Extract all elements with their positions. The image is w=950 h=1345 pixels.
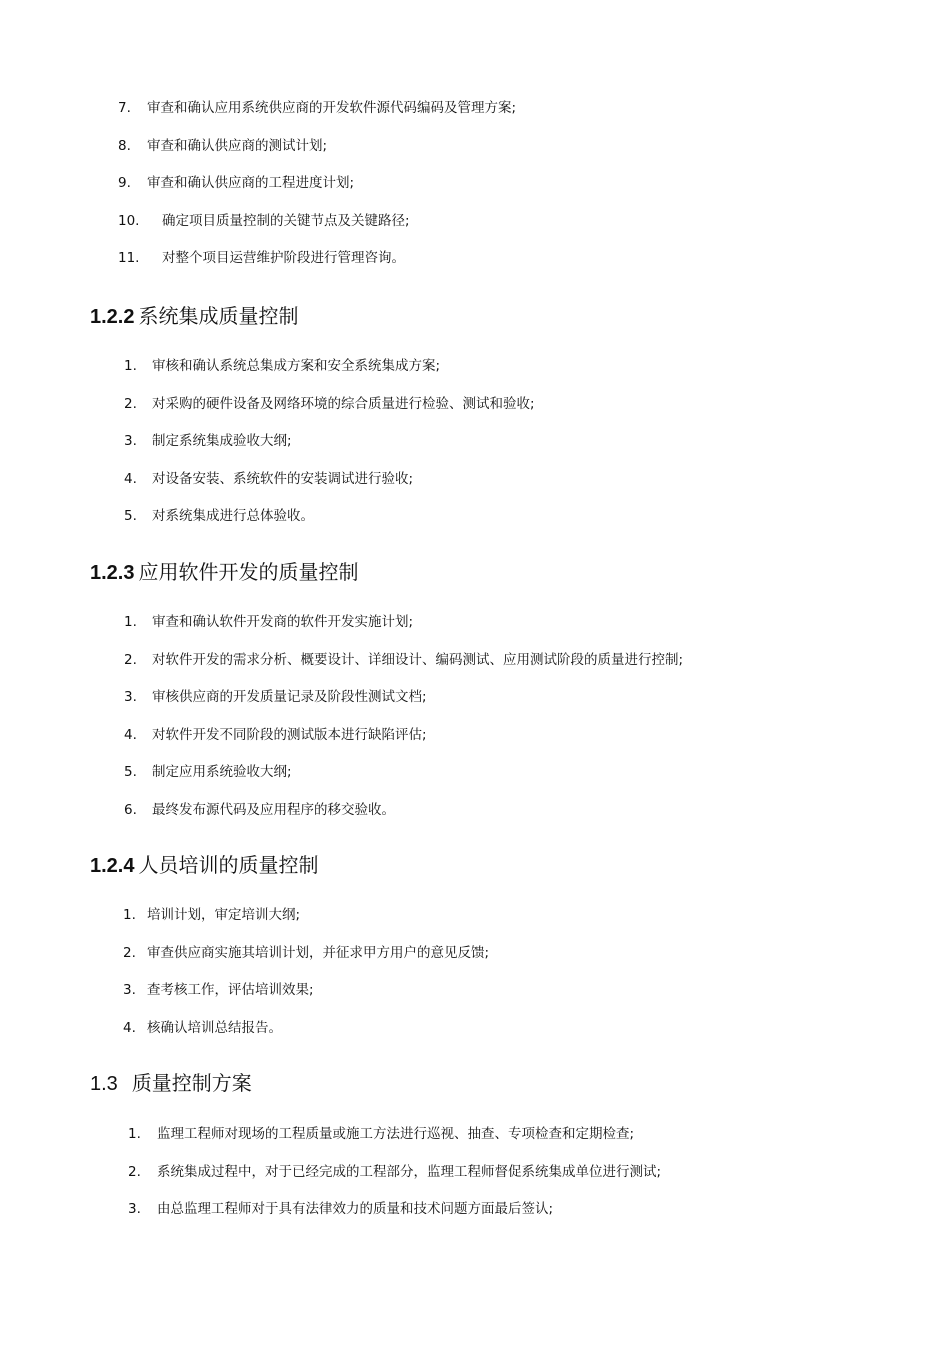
item-number: 2.	[128, 1163, 141, 1180]
item-number: 2.	[124, 651, 137, 668]
item-number: 11.	[118, 250, 140, 266]
item-text: 系统集成过程中，对于已经完成的工程部分，监理工程师督促系统集成单位进行测试;	[157, 1163, 662, 1180]
item-text: 查考核工作，评估培训效果;	[147, 982, 314, 999]
section-title: 系统集成质量控制	[138, 304, 299, 328]
item-text: 审查和确认供应商的工程进度计划;	[147, 175, 355, 191]
list-item	[118, 134, 516, 172]
list-item	[124, 798, 683, 836]
list-item	[118, 96, 516, 134]
item-number: 4.	[124, 470, 137, 487]
list-item	[118, 209, 516, 247]
item-number: 2.	[123, 944, 136, 961]
item-text: 核确认培训总结报告。	[147, 1019, 282, 1036]
item-text: 审查和确认应用系统供应商的开发软件源代码编码及管理方案;	[147, 100, 517, 116]
item-text: 对采购的硬件设备及网络环境的综合质量进行检验、测试和验收;	[152, 395, 535, 412]
list-item	[123, 903, 489, 941]
section-list	[124, 354, 535, 542]
section-number: 1.3	[90, 1073, 118, 1095]
item-text: 培训计划，审定培训大纲;	[147, 907, 301, 923]
item-text: 审查和确认软件开发商的软件开发实施计划;	[152, 614, 414, 630]
section-heading	[90, 1069, 252, 1098]
item-text: 审查和确认供应商的测试计划;	[147, 137, 328, 154]
item-text: 对软件开发不同阶段的测试版本进行缺陷评估;	[152, 726, 427, 743]
item-number: 4.	[124, 726, 137, 743]
item-text: 审核和确认系统总集成方案和安全系统集成方案;	[152, 358, 441, 374]
item-number: 7.	[118, 100, 131, 116]
section-list	[124, 610, 683, 836]
list-item	[124, 392, 535, 430]
item-text: 最终发布源代码及应用程序的移交验收。	[152, 801, 395, 818]
item-text: 监理工程师对现场的工程质量或施工方法进行巡视、抽查、专项检查和定期检查;	[157, 1126, 635, 1142]
item-text: 对系统集成进行总体验收。	[152, 508, 314, 525]
item-number: 1.	[128, 1126, 141, 1142]
section-number: 1.2.2	[90, 306, 135, 328]
list-item	[123, 1016, 489, 1054]
list-item	[118, 171, 516, 209]
item-number: 3.	[124, 689, 137, 706]
item-text: 由总监理工程师对于具有法律效力的质量和技术问题方面最后签认;	[157, 1201, 554, 1218]
item-number: 8.	[118, 137, 131, 154]
item-text: 对整个项目运营维护阶段进行管理咨询。	[162, 250, 405, 266]
section-title: 应用软件开发的质量控制	[138, 560, 359, 584]
section-heading	[90, 302, 298, 331]
list-item	[123, 941, 489, 979]
item-text: 对软件开发的需求分析、概要设计、详细设计、编码测试、应用测试阶段的质量进行控制;	[152, 651, 684, 668]
list-item	[124, 685, 683, 723]
list-item	[128, 1122, 661, 1160]
item-number: 1.	[123, 907, 136, 923]
intro-list	[118, 96, 516, 284]
list-item	[124, 354, 535, 392]
item-number: 3.	[128, 1201, 141, 1218]
item-number: 9.	[118, 175, 131, 191]
item-number: 3.	[124, 433, 137, 450]
section-title: 质量控制方案	[131, 1071, 252, 1095]
item-number: 5.	[124, 508, 137, 525]
item-text: 制定系统集成验收大纲;	[152, 433, 292, 450]
section-title: 人员培训的质量控制	[138, 853, 319, 877]
list-item	[124, 429, 535, 467]
section-number: 1.2.3	[90, 562, 135, 584]
list-item	[124, 723, 683, 761]
item-number: 3.	[123, 982, 136, 999]
item-number: 10.	[118, 212, 140, 229]
section-heading	[90, 851, 318, 880]
item-number: 4.	[123, 1019, 136, 1036]
item-text: 审查供应商实施其培训计划，并征求甲方用户的意见反馈;	[147, 944, 490, 961]
list-item	[124, 648, 683, 686]
section-heading	[90, 558, 358, 587]
list-item	[124, 610, 683, 648]
item-number: 6.	[124, 801, 137, 818]
item-text: 确定项目质量控制的关键节点及关键路径;	[162, 212, 410, 229]
item-text: 制定应用系统验收大纲;	[152, 764, 292, 781]
section-number: 1.2.4	[90, 855, 135, 877]
list-item	[128, 1160, 661, 1198]
list-item	[118, 246, 516, 284]
list-item	[124, 467, 535, 505]
item-text: 审核供应商的开发质量记录及阶段性测试文档;	[152, 689, 427, 706]
list-item	[123, 978, 489, 1016]
list-item	[128, 1197, 661, 1235]
item-number: 2.	[124, 395, 137, 412]
section-list	[128, 1122, 661, 1235]
item-number: 5.	[124, 764, 137, 781]
section-list	[123, 903, 489, 1053]
item-text: 对设备安装、系统软件的安装调试进行验收;	[152, 470, 414, 487]
item-number: 1.	[124, 614, 137, 630]
item-number: 1.	[124, 358, 137, 374]
list-item	[124, 760, 683, 798]
list-item	[124, 504, 535, 542]
